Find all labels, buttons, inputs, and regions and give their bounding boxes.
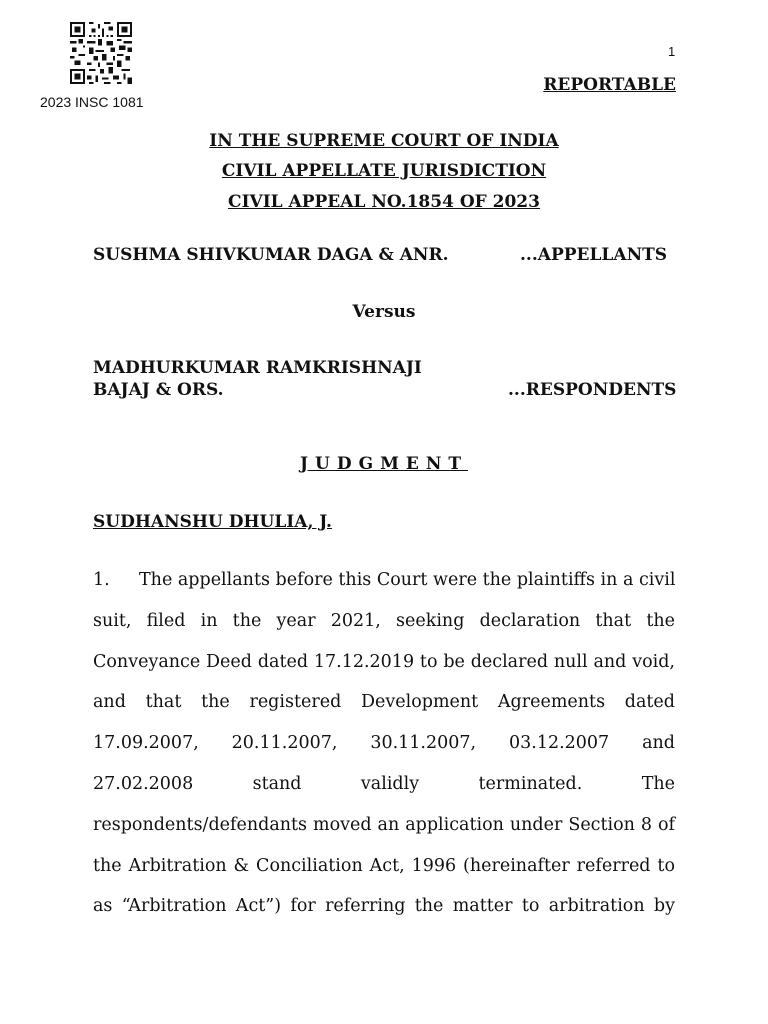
appeal-number: CIVIL APPEAL NO.1854 OF 2023 xyxy=(228,192,540,212)
qr-code-icon xyxy=(68,22,134,84)
paragraph-number: 1. xyxy=(93,570,110,590)
paragraph-line: as “Arbitration Act”) for referring the matter to arbitration by xyxy=(93,896,675,917)
paragraph-line: and that the registered Development Agreements dated xyxy=(93,692,675,713)
judge-name: SUDHANSHU DHULIA, J. xyxy=(93,512,332,532)
versus-label: Versus xyxy=(352,302,416,322)
appellants-role: ...APPELLANTS xyxy=(520,245,668,265)
judgment-heading: JUDGMENT xyxy=(299,454,469,474)
neutral-citation: 2023 INSC 1081 xyxy=(40,94,144,110)
paragraph-line: the Arbitration & Conciliation Act, 1996 (hereinafter referred to xyxy=(93,855,675,876)
paragraph-line: 27.02.2008 stand validly terminated. The xyxy=(93,773,675,794)
paragraph-line: suit, filed in the year 2021, seeking declaration that the xyxy=(93,610,675,631)
paragraph-line: 1. The appellants before this Court were the plaintiffs in a civil xyxy=(93,560,675,601)
appellants-name: SUSHMA SHIVKUMAR DAGA & ANR. xyxy=(93,245,449,265)
paragraph-1 xyxy=(93,560,675,927)
reportable-label: REPORTABLE xyxy=(543,75,676,95)
jurisdiction: CIVIL APPELLATE JURISDICTION xyxy=(221,161,547,181)
respondents-name-line1: MADHURKUMAR RAMKRISHNAJI xyxy=(93,358,422,378)
paragraph-line: 17.09.2007, 20.11.2007, 30.11.2007, 03.12.2007 and xyxy=(93,733,675,754)
paragraph-line: respondents/defendants moved an application under Section 8 of xyxy=(93,814,675,835)
paragraph-line: Conveyance Deed dated 17.12.2019 to be declared null and void, xyxy=(93,651,675,672)
page-number: 1 xyxy=(668,44,676,59)
respondents-role: ...RESPONDENTS xyxy=(508,380,677,400)
court-name: IN THE SUPREME COURT OF INDIA xyxy=(209,131,559,151)
respondents-name-line2: BAJAJ & ORS. xyxy=(93,380,224,400)
